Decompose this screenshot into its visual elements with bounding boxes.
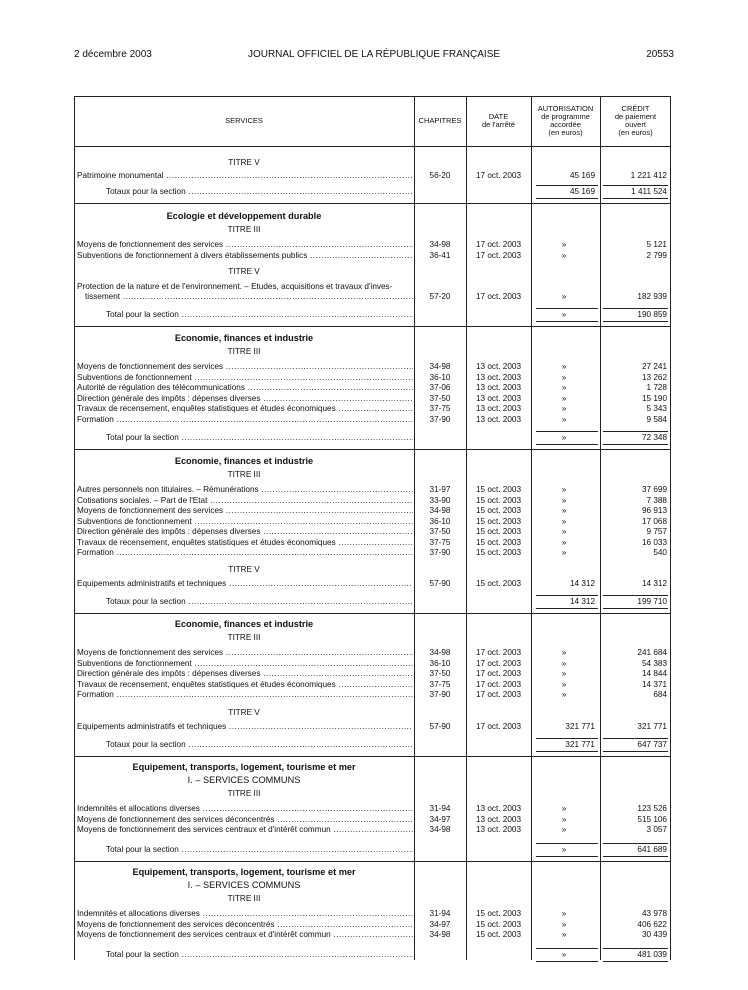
table-row [74, 517, 671, 527]
row-label: Autorité de régulation des télécommunications ..... [77, 383, 413, 393]
row-date: 17 oct. 2003 [475, 669, 522, 678]
col-header-autorisation-sub: accordée [550, 120, 581, 129]
table-row [74, 579, 671, 589]
row-label: Cotisations sociales. – Part de l'Etat ..... [77, 496, 413, 506]
table-row [74, 648, 671, 658]
row-label: Protection de la nature et de l'environnement. – Etudes, acquisitions et travaux d'inves- [77, 282, 393, 291]
row-chapitre: 57-20 [429, 292, 451, 301]
table-row [74, 815, 671, 825]
row-date: 17 oct. 2003 [475, 251, 522, 260]
row-chapitre: 34-98 [429, 930, 451, 939]
row-autorisation: » [561, 919, 567, 929]
header-separator [74, 146, 671, 147]
journal-title: JOURNAL OFFICIEL DE LA RÉPUBLIQUE FRANÇAISE [247, 49, 501, 60]
titre-heading: TITRE III [227, 470, 261, 479]
row-date: 17 oct. 2003 [475, 690, 522, 699]
row-label: Equipements administratifs et techniques ..... [77, 579, 413, 589]
titre-heading: TITRE III [227, 225, 261, 234]
table-row [74, 292, 671, 302]
total-label: Totaux pour la section ..... [106, 187, 413, 197]
row-label: Formation ..... [77, 548, 413, 558]
row-chapitre: 36-10 [429, 372, 451, 382]
total-autorisation: » [561, 845, 567, 854]
total-autorisation: » [561, 433, 567, 442]
row-autorisation: 321 771 [565, 722, 595, 731]
row-label: Autres personnels non titulaires. – Rémunérations ..... [77, 485, 413, 495]
row-credit: 540 [653, 548, 667, 557]
row-autorisation: » [561, 804, 567, 813]
row-date: 13 oct. 2003 [475, 414, 522, 424]
row-date: 13 oct. 2003 [475, 383, 522, 392]
row-date: 17 oct. 2003 [475, 648, 522, 657]
row-credit: 9 757 [646, 527, 667, 536]
page-header [0, 49, 748, 63]
row-credit: 1 728 [646, 383, 667, 392]
total-autorisation: » [561, 310, 567, 319]
row-credit: 13 262 [641, 372, 667, 382]
row-label: Formation ..... [77, 690, 413, 700]
table-row [74, 496, 671, 506]
row-autorisation: » [561, 527, 567, 536]
row-chapitre: 37-50 [429, 393, 451, 403]
total-row [74, 740, 671, 750]
row-autorisation: » [561, 516, 567, 526]
titre-heading: TITRE III [227, 633, 261, 642]
row-chapitre: 56-20 [429, 171, 451, 180]
total-label: Total pour la section ..... [106, 310, 413, 320]
row-credit: 27 241 [641, 362, 667, 371]
row-autorisation: » [561, 814, 567, 824]
row-label: Moyens de fonctionnement des services ..... [77, 648, 413, 658]
row-chapitre: 34-98 [429, 648, 451, 657]
row-label: Moyens de fonctionnement des services centraux et d'intérêt commun ..... [77, 930, 413, 940]
row-label: Patrimoine monumental ..... [77, 171, 413, 181]
row-credit: 241 684 [637, 648, 667, 657]
row-date: 15 oct. 2003 [475, 506, 522, 515]
row-autorisation: » [561, 679, 567, 689]
table-row [74, 506, 671, 516]
row-autorisation: 45 169 [569, 171, 595, 180]
row-label: tissement ..... [85, 292, 413, 302]
titre-heading: TITRE III [227, 347, 261, 356]
col-header-credit: CRÉDIT [621, 104, 650, 113]
table-row [74, 680, 671, 690]
row-label: Direction générale des impôts : dépenses diverses ..... [77, 527, 413, 537]
row-credit: 43 978 [641, 909, 667, 918]
total-credit: 481 039 [637, 950, 667, 959]
table-row [74, 362, 671, 372]
row-label: Subventions de fonctionnement ..... [77, 517, 413, 527]
total-credit: 190 859 [637, 310, 667, 319]
table-row [74, 394, 671, 404]
table-row [74, 909, 671, 919]
row-autorisation: » [561, 669, 567, 678]
total-credit: 641 689 [637, 845, 667, 854]
section-heading: Equipement, transports, logement, tourisme et mer [132, 762, 356, 772]
table-row [74, 825, 671, 835]
col-header-autorisation-unit: (en euros) [548, 128, 583, 137]
row-autorisation: » [561, 648, 567, 657]
row-autorisation: » [561, 909, 567, 918]
section-heading: Economie, finances et industrie [174, 333, 314, 343]
total-row [74, 845, 671, 855]
row-credit: 14 371 [641, 679, 667, 689]
row-chapitre: 31-94 [429, 909, 451, 918]
row-credit: 406 622 [637, 919, 667, 929]
row-chapitre: 34-97 [429, 814, 451, 824]
block-separator [74, 861, 671, 862]
row-credit: 14 844 [641, 669, 667, 678]
block-separator [74, 756, 671, 757]
subsection-heading: I. – SERVICES COMMUNS [187, 880, 301, 890]
row-credit: 17 068 [641, 516, 667, 526]
row-label: Direction générale des impôts : dépenses diverses ..... [77, 669, 413, 679]
row-credit: 684 [653, 690, 667, 699]
total-label: Total pour la section ..... [106, 950, 413, 960]
row-autorisation: » [561, 362, 567, 371]
row-date: 15 oct. 2003 [475, 919, 522, 929]
row-label: Indemnités et allocations diverses ..... [77, 804, 413, 814]
row-chapitre: 37-50 [429, 527, 451, 536]
row-date: 17 oct. 2003 [475, 722, 522, 731]
row-autorisation: » [561, 485, 567, 494]
row-autorisation: » [561, 292, 567, 301]
row-autorisation: » [561, 393, 567, 403]
row-credit: 30 439 [641, 930, 667, 939]
titre-heading: TITRE V [228, 158, 260, 167]
table-row [74, 383, 671, 393]
row-date: 13 oct. 2003 [475, 814, 522, 824]
row-chapitre: 57-90 [429, 579, 451, 588]
row-chapitre: 37-75 [429, 679, 451, 689]
total-row [74, 310, 671, 320]
row-autorisation: » [561, 825, 567, 834]
row-chapitre: 37-90 [429, 414, 451, 424]
row-credit: 515 106 [637, 814, 667, 824]
col-header-services: SERVICES [225, 116, 263, 125]
row-chapitre: 37-75 [429, 404, 451, 413]
row-autorisation: » [561, 658, 567, 668]
row-label: Travaux de recensement, enquêtes statistiques et études économiques ..... [77, 680, 413, 690]
row-autorisation: » [561, 240, 567, 249]
table-row [74, 171, 671, 181]
titre-heading: TITRE V [228, 708, 260, 717]
row-date: 15 oct. 2003 [475, 527, 522, 536]
col-header-date-sub: de l'arrêté [481, 120, 516, 129]
table-row [74, 548, 671, 558]
total-label: Total pour la section ..... [106, 845, 413, 855]
block-separator [74, 326, 671, 327]
row-date: 15 oct. 2003 [475, 516, 522, 526]
page-number: 20553 [646, 49, 674, 60]
row-label: Formation ..... [77, 415, 413, 425]
table-row-wrap [74, 282, 671, 292]
row-chapitre: 34-98 [429, 825, 451, 834]
row-date: 17 oct. 2003 [475, 240, 522, 249]
table-row [74, 251, 671, 261]
row-date: 15 oct. 2003 [475, 548, 522, 557]
row-autorisation: » [561, 251, 567, 260]
section-heading: Economie, finances et industrie [174, 619, 314, 629]
row-date: 17 oct. 2003 [475, 292, 522, 301]
row-autorisation: » [561, 414, 567, 424]
row-credit: 96 913 [641, 506, 667, 515]
row-label: Subventions de fonctionnement à divers établissements publics ..... [77, 251, 413, 261]
table-row [74, 722, 671, 732]
block-separator [74, 613, 671, 614]
row-chapitre: 34-97 [429, 919, 451, 929]
row-label: Travaux de recensement, enquêtes statistiques et études économiques ..... [77, 538, 413, 548]
row-credit: 5 121 [646, 240, 667, 249]
page-date: 2 décembre 2003 [74, 49, 152, 60]
row-credit: 1 221 412 [630, 171, 667, 180]
row-chapitre: 37-75 [429, 537, 451, 547]
row-date: 13 oct. 2003 [475, 404, 522, 413]
row-chapitre: 37-06 [429, 383, 451, 392]
row-date: 17 oct. 2003 [475, 679, 522, 689]
col-header-autorisation-sub: de programme [541, 112, 590, 121]
row-chapitre: 57-90 [429, 722, 451, 731]
row-label: Subventions de fonctionnement ..... [77, 659, 413, 669]
row-autorisation: » [561, 383, 567, 392]
total-label: Total pour la section ..... [106, 433, 413, 443]
section-heading: Equipement, transports, logement, tourisme et mer [132, 867, 356, 877]
col-header-credit-sub: de paiement [614, 112, 657, 121]
row-chapitre: 31-94 [429, 804, 451, 813]
total-label: Totaux pour la section ..... [106, 740, 413, 750]
row-date: 17 oct. 2003 [475, 658, 522, 668]
row-date: 15 oct. 2003 [475, 930, 522, 939]
col-header-credit-sub: ouvert [625, 120, 646, 129]
row-credit: 15 190 [641, 393, 667, 403]
row-credit: 321 771 [637, 722, 667, 731]
total-autorisation: 14 312 [569, 597, 595, 606]
table-row [74, 669, 671, 679]
row-chapitre: 31-97 [429, 485, 451, 494]
row-chapitre: 37-90 [429, 548, 451, 557]
row-date: 15 oct. 2003 [475, 495, 522, 505]
row-date: 13 oct. 2003 [475, 393, 522, 403]
table-row [74, 690, 671, 700]
row-chapitre: 34-98 [429, 506, 451, 515]
col-header-chapitres: CHAPITRES [418, 116, 462, 125]
row-date: 13 oct. 2003 [475, 372, 522, 382]
table-row [74, 804, 671, 814]
row-credit: 37 699 [641, 485, 667, 494]
row-chapitre: 36-41 [429, 251, 451, 260]
row-label: Indemnités et allocations diverses ..... [77, 909, 413, 919]
row-date: 13 oct. 2003 [475, 825, 522, 834]
row-label: Subventions de fonctionnement ..... [77, 373, 413, 383]
row-date: 15 oct. 2003 [475, 579, 522, 588]
table-row [74, 404, 671, 414]
col-header-autorisation: AUTORISATION [537, 104, 594, 113]
total-label: Totaux pour la section ..... [106, 597, 413, 607]
row-label: Travaux de recensement, enquêtes statistiques et études économiques ..... [77, 404, 413, 414]
row-chapitre: 34-98 [429, 362, 451, 371]
row-autorisation: » [561, 537, 567, 547]
col-header-credit-unit: (en euros) [618, 128, 653, 137]
table-row [74, 415, 671, 425]
row-date: 15 oct. 2003 [475, 909, 522, 918]
total-credit: 1 411 524 [631, 187, 667, 196]
total-credit: 647 737 [637, 740, 667, 749]
row-label: Direction générale des impôts : dépenses diverses ..... [77, 394, 413, 404]
row-label: Moyens de fonctionnement des services centraux et d'intérêt commun ..... [77, 825, 413, 835]
row-chapitre: 37-50 [429, 669, 451, 678]
table-row [74, 485, 671, 495]
table-row [74, 240, 671, 250]
subsection-heading: I. – SERVICES COMMUNS [187, 775, 301, 785]
table-row [74, 373, 671, 383]
row-credit: 16 033 [641, 537, 667, 547]
row-label: Moyens de fonctionnement des services ..... [77, 506, 413, 516]
col-header-date: DATE [488, 112, 509, 121]
total-autorisation: 321 771 [565, 740, 595, 749]
section-heading: Ecologie et développement durable [166, 211, 322, 221]
row-credit: 5 343 [646, 404, 667, 413]
table-row [74, 538, 671, 548]
row-date: 17 oct. 2003 [475, 171, 522, 180]
titre-heading: TITRE V [228, 267, 260, 276]
row-chapitre: 33-90 [429, 495, 451, 505]
row-credit: 182 939 [637, 292, 667, 301]
row-label: Moyens de fonctionnement des services ..... [77, 362, 413, 372]
titre-heading: TITRE III [227, 789, 261, 798]
table-row [74, 920, 671, 930]
section-heading: Economie, finances et industrie [174, 456, 314, 466]
row-autorisation: » [561, 404, 567, 413]
row-label: Moyens de fonctionnement des services ..... [77, 240, 413, 250]
row-label: Equipements administratifs et techniques ..... [77, 722, 413, 732]
row-chapitre: 37-90 [429, 690, 451, 699]
row-date: 13 oct. 2003 [475, 362, 522, 371]
row-date: 13 oct. 2003 [475, 804, 522, 813]
row-autorisation: 14 312 [569, 579, 595, 588]
total-credit: 199 710 [637, 597, 667, 606]
row-chapitre: 36-10 [429, 516, 451, 526]
row-date: 15 oct. 2003 [475, 485, 522, 494]
row-autorisation: » [561, 506, 567, 515]
row-credit: 54 383 [641, 658, 667, 668]
row-credit: 123 526 [637, 804, 667, 813]
total-row [74, 950, 671, 960]
row-credit: 14 312 [641, 579, 667, 588]
row-date: 15 oct. 2003 [475, 537, 522, 547]
total-row [74, 597, 671, 607]
titre-heading: TITRE III [227, 894, 261, 903]
row-label: Moyens de fonctionnement des services déconcentrés ..... [77, 920, 413, 930]
table-row [74, 930, 671, 940]
row-chapitre: 34-98 [429, 240, 451, 249]
row-chapitre: 36-10 [429, 658, 451, 668]
table-row [74, 659, 671, 669]
titre-heading: TITRE V [228, 565, 260, 574]
row-label: Moyens de fonctionnement des services déconcentrés ..... [77, 815, 413, 825]
total-row [74, 187, 671, 197]
row-autorisation: » [561, 690, 567, 699]
total-autorisation: 45 169 [569, 187, 595, 196]
block-separator [74, 449, 671, 450]
row-autorisation: » [561, 548, 567, 557]
row-autorisation: » [561, 372, 567, 382]
total-credit: 72 348 [641, 433, 667, 442]
row-autorisation: » [561, 495, 567, 505]
row-credit: 9 584 [646, 414, 667, 424]
row-credit: 2 799 [646, 251, 667, 260]
block-separator [74, 203, 671, 204]
table-row [74, 527, 671, 537]
row-credit: 7 388 [646, 495, 667, 505]
total-autorisation: » [561, 950, 567, 959]
row-credit: 3 057 [646, 825, 667, 834]
total-row [74, 433, 671, 443]
row-autorisation: » [561, 930, 567, 939]
